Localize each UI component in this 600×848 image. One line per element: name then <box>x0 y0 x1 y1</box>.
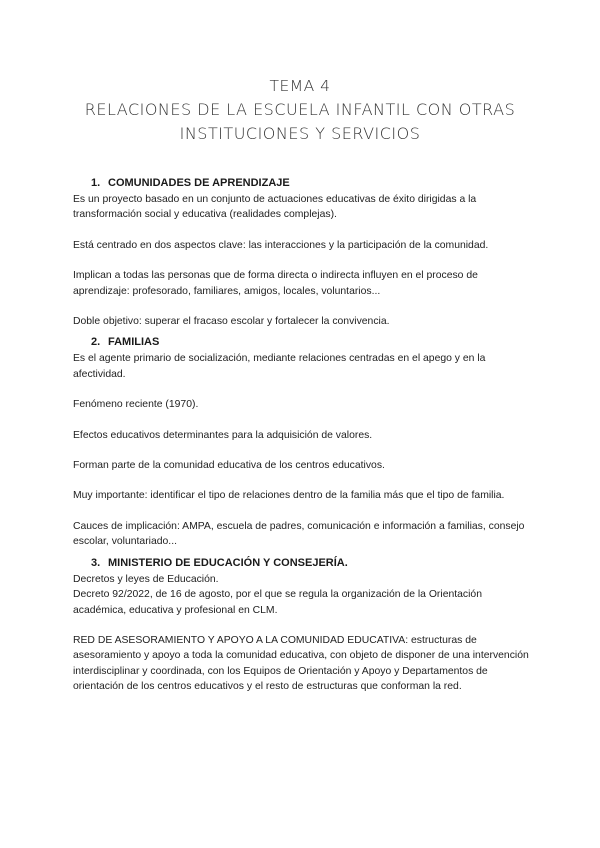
paragraph: Es un proyecto basado en un conjunto de actuaciones educativas de éxito dirigidas a la transformación social y educativa (realidades complejas). <box>73 194 477 221</box>
section-comunidades <box>73 176 533 329</box>
section-heading <box>91 335 533 350</box>
section-familias <box>73 335 533 549</box>
paragraph: Cauces de implicación: AMPA, escuela de padres, comunicación e información a familias, consejo escolar, voluntariado... <box>73 520 525 548</box>
paragraph: Está centrado en dos aspectos clave: las interacciones y la participación de la comunidad. <box>73 239 489 251</box>
paragraph: Decretos y leyes de Educación. <box>73 573 219 585</box>
section-title: FAMILIAS <box>108 336 160 349</box>
paragraph: Forman parte de la comunidad educativa de los centros educativos. <box>73 460 385 472</box>
title-line-2: RELACIONES DE LA ESCUELA INFANTIL CON OTRAS <box>84 100 516 119</box>
section-heading <box>91 176 533 191</box>
title-line-3: INSTITUCIONES Y SERVICIOS <box>179 124 421 143</box>
section-title: MINISTERIO DE EDUCACIÓN Y CONSEJERÍA. <box>108 556 348 569</box>
document-title <box>0 74 600 146</box>
paragraph: Implican a todas las personas que de forma directa o indirecta influyen en el proceso de aprendizaje: profesorado, familiares, amigos, locales, voluntarios... <box>73 270 478 297</box>
paragraph: RED DE ASESORAMIENTO Y APOYO A LA COMUNIDAD EDUCATIVA: estructuras de asesoramiento y apoyo a toda la comunidad educativa, con objeto de disponer de una intervención interdisciplinar y coordinada, con los Equipos de Orientación y Apoyo y Departamentos de orientación de los centros educativos y el resto de estructuras que conforman la red. <box>73 634 529 693</box>
paragraph: Decreto 92/2022, de 16 de agosto, por el que se regula la organización de la Orientación académica, educativa y profesional en CLM. <box>73 589 482 616</box>
document-body <box>73 176 533 710</box>
section-number: 3. <box>91 556 101 569</box>
paragraph: Fenómeno reciente (1970). <box>73 399 199 411</box>
section-number: 1. <box>91 177 101 189</box>
title-line-1: TEMA 4 <box>269 77 331 95</box>
paragraph: Doble objetivo: superar el fracaso escolar y fortalecer la convivencia. <box>73 316 390 328</box>
section-number: 2. <box>91 336 101 349</box>
section-title: COMUNIDADES DE APRENDIZAJE <box>108 177 290 189</box>
section-heading <box>91 556 533 571</box>
paragraph: Muy importante: identificar el tipo de relaciones dentro de la familia más que el tipo de familia. <box>73 490 505 502</box>
section-ministerio <box>73 556 533 695</box>
paragraph: Efectos educativos determinantes para la adquisición de valores. <box>73 429 373 441</box>
paragraph: Es el agente primario de socialización, mediante relaciones centradas en el apego y en la afectividad. <box>73 353 486 380</box>
